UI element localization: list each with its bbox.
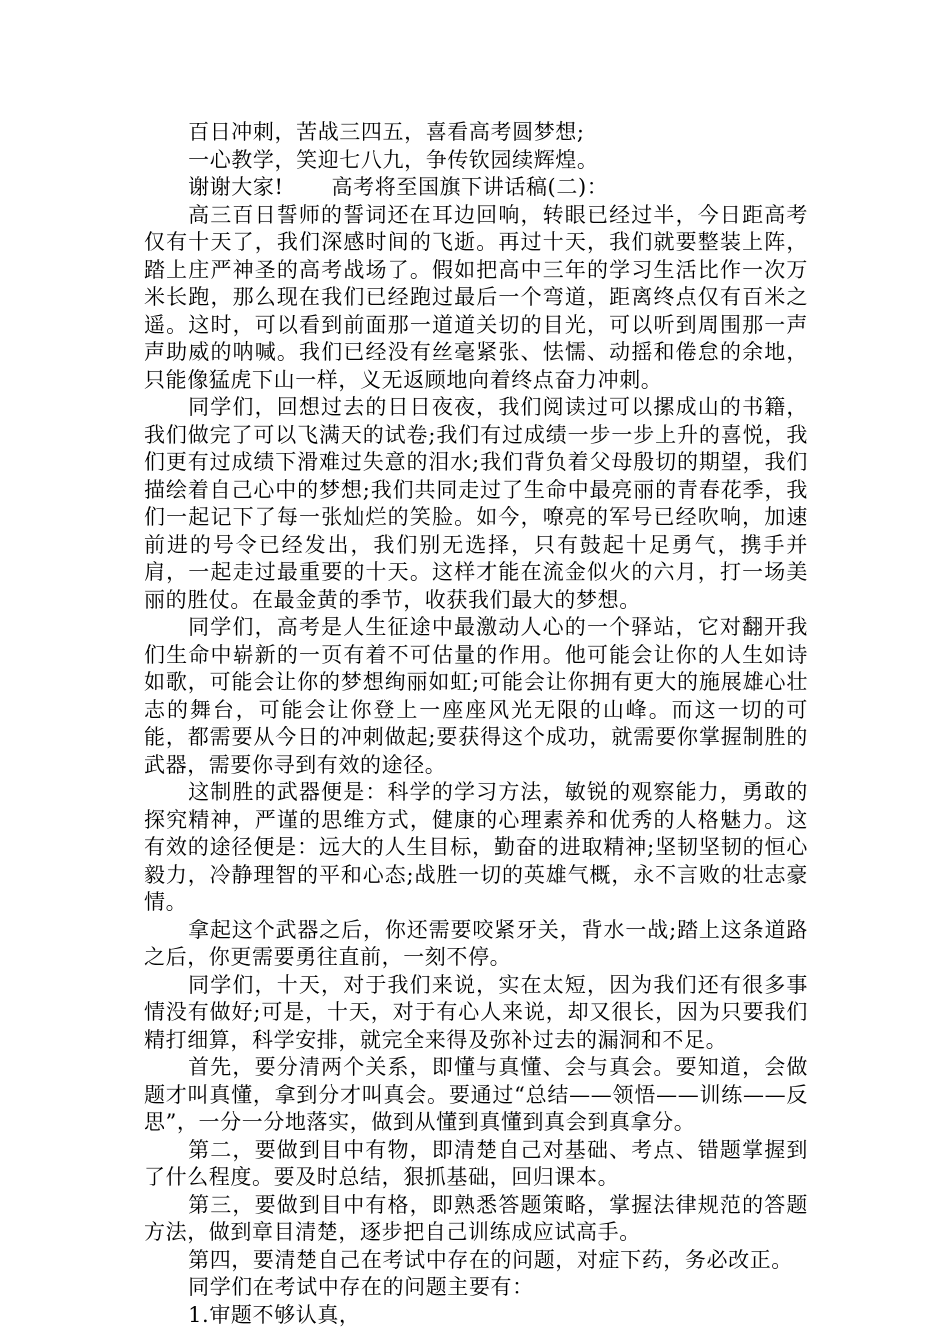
speech-title: 高考将至国旗下讲话稿(二)： (331, 175, 609, 199)
paragraph: 同学们在考试中存在的问题主要有： (188, 1275, 534, 1299)
paragraph: 第三，要做到目中有格，即熟悉答题策略，掌握法律规范的答题方法，做到章目清楚，逐步把自己训练成应试高手。 (144, 1192, 808, 1244)
paragraph: 百日冲刺，苦战三四五，喜看高考圆梦想; (188, 120, 585, 144)
paragraph: 一心教学，笑迎七八九，争传钦园续辉煌。 (188, 147, 599, 172)
paragraph: 同学们，高考是人生征途中最激动人心的一个驿站，它对翻开我们生命中崭新的一页有着不可估量的作用。他可能会让你的人生如诗如歌，可能会让你的梦想绚丽如虹;可能会让你拥有更大的施展雄心壮志的舞台，可能会让你登上一座座风光无限的山峰。而这一切的可能，都需要从今日的冲刺做起;要获得这个成功，就需要你掌握制胜的武器，需要你寻到有效的途径。 (144, 615, 808, 777)
paragraph: 第二，要做到目中有物，即清楚自己对基础、考点、错题掌握到了什么程度。要及时总结，狠抓基础，回归课本。 (144, 1137, 808, 1189)
thanks-text: 谢谢大家! (188, 175, 284, 199)
list-item: 1.审题不够认真， (188, 1302, 361, 1327)
paragraph: 拿起这个武器之后，你还需要咬紧牙关，背水一战;踏上这条道路之后，你更需要勇往直前，一刻不停。 (144, 917, 808, 969)
paragraph: 首先，要分清两个关系，即懂与真懂、会与真会。要知道，会做题才叫真懂，拿到分才叫真会。要通过“总结——领悟——训练——反思”，一分一分地落实，做到从懂到真懂到真会到真拿分。 (144, 1055, 808, 1134)
document-body (144, 119, 808, 1329)
paragraph: 第四，要清楚自己在考试中存在的问题，对症下药，务必改正。 (188, 1247, 793, 1272)
paragraph: 同学们，回想过去的日日夜夜，我们阅读过可以摞成山的书籍，我们做完了可以飞满天的试卷;我们有过成绩一步一步上升的喜悦，我们更有过成绩下滑难过失意的泪水;我们背负着父母殷切的期望，我们描绘着自己心中的梦想;我们共同走过了生命中最亮丽的青春花季，我们一起记下了每一张灿烂的笑脸。如今，嘹亮的军号已经吹响，加速前进的号令已经发出，我们别无选择，只有鼓起十足勇气，携手并肩，一起走过最重要的十天。这样才能在流金似火的六月，打一场美丽的胜仗。在最金黄的季节，收获我们最大的梦想。 (144, 395, 808, 612)
paragraph: 高三百日誓师的誓词还在耳边回响，转眼已经过半，今日距高考仅有十天了，我们深感时间的飞逝。再过十天，我们就要整装上阵，踏上庄严神圣的高考战场了。假如把高中三年的学习生活比作一次万米长跑，那么现在我们已经跑过最后一个弯道，距离终点仅有百米之遥。这时，可以看到前面那一道道关切的目光，可以听到周围那一声声助威的呐喊。我们已经没有丝毫紧张、怯懦、动摇和倦怠的余地，只能像猛虎下山一样，义无返顾地向着终点奋力冲刺。 (144, 202, 808, 392)
closing-and-title-line (144, 174, 808, 202)
paragraph: 同学们，十天，对于我们来说，实在太短，因为我们还有很多事情没有做好;可是，十天，对于有心人来说，却又很长，因为只要我们精打细算，科学安排，就完全来得及弥补过去的漏洞和不足。 (144, 972, 808, 1052)
paragraph: 这制胜的武器便是：科学的学习方法，敏锐的观察能力，勇敢的探究精神，严谨的思维方式，健康的心理素养和优秀的人格魅力。这有效的途径便是：远大的人生目标，勤奋的进取精神;坚韧坚韧的恒心毅力，冷静理智的平和心态;战胜一切的英雄气概，永不言败的壮志豪情。 (144, 780, 808, 914)
